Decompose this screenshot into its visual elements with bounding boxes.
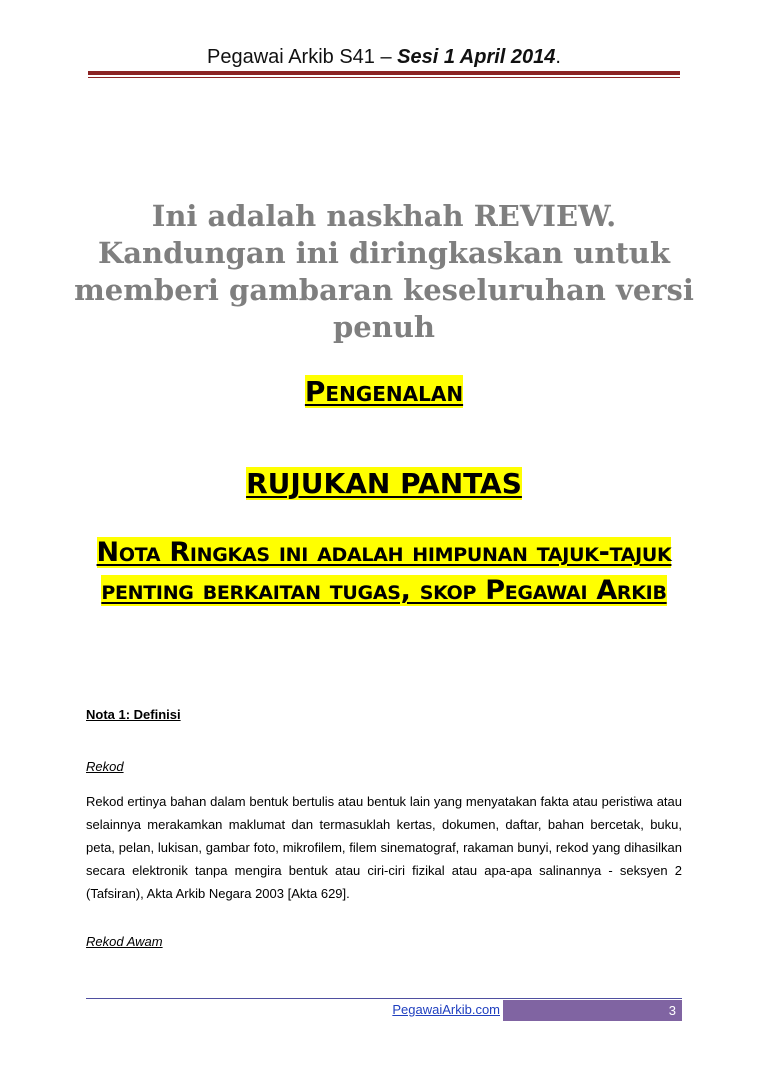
heading-rujukan-pantas	[80, 466, 688, 502]
review-notice: Ini adalah naskhah REVIEW. Kandungan ini diringkaskan untuk memberi gambaran keseluruhan versi penuh	[74, 199, 694, 344]
heading-pengenalan-text: Pengenalan	[304, 375, 464, 408]
heading-nota-ringkas	[80, 534, 688, 610]
heading-rujukan-text: RUJUKAN PANTAS	[246, 467, 522, 500]
heading-nota-text: Nota Ringkas ini adalah himpunan tajuk-tajuk penting berkaitan tugas, skop Pegawai Arkib	[96, 537, 672, 606]
footer-site-link[interactable]: PegawaiArkib.com	[392, 1002, 500, 1017]
footer-rule	[86, 998, 682, 999]
term-rekod-awam: Rekod Awam	[86, 934, 163, 949]
page-number-box	[503, 1000, 682, 1021]
page-number: 3	[668, 1003, 676, 1018]
header-title-tail: .	[555, 46, 561, 68]
page-header-title	[0, 46, 768, 69]
heading-pengenalan	[80, 374, 688, 410]
header-rule	[88, 71, 680, 75]
header-rule-thin	[88, 77, 680, 78]
term-rekod: Rekod	[86, 759, 124, 774]
section-title: Nota 1: Definisi	[86, 707, 181, 722]
header-title-plain: Pegawai Arkib S41 –	[207, 46, 398, 68]
header-title-session: Sesi 1 April 2014	[397, 46, 556, 68]
definition-paragraph: Rekod ertinya bahan dalam bentuk bertulis atau bentuk lain yang menyatakan fakta atau peristiwa atau selainnya merakamkan maklumat dan termasuklah kertas, dokumen, daftar, bahan bercetak, buku, peta, pelan, lukisan, gambar foto, mikrofilem, filem sinematograf, rakaman bunyi, rekod yang dihasilkan secara elektronik tanpa mengira bentuk atau ciri-ciri fizikal atau apa-apa salinannya - seksyen 2 (Tafsiran), Akta Arkib Negara 2003 [Akta 629].	[86, 794, 682, 901]
